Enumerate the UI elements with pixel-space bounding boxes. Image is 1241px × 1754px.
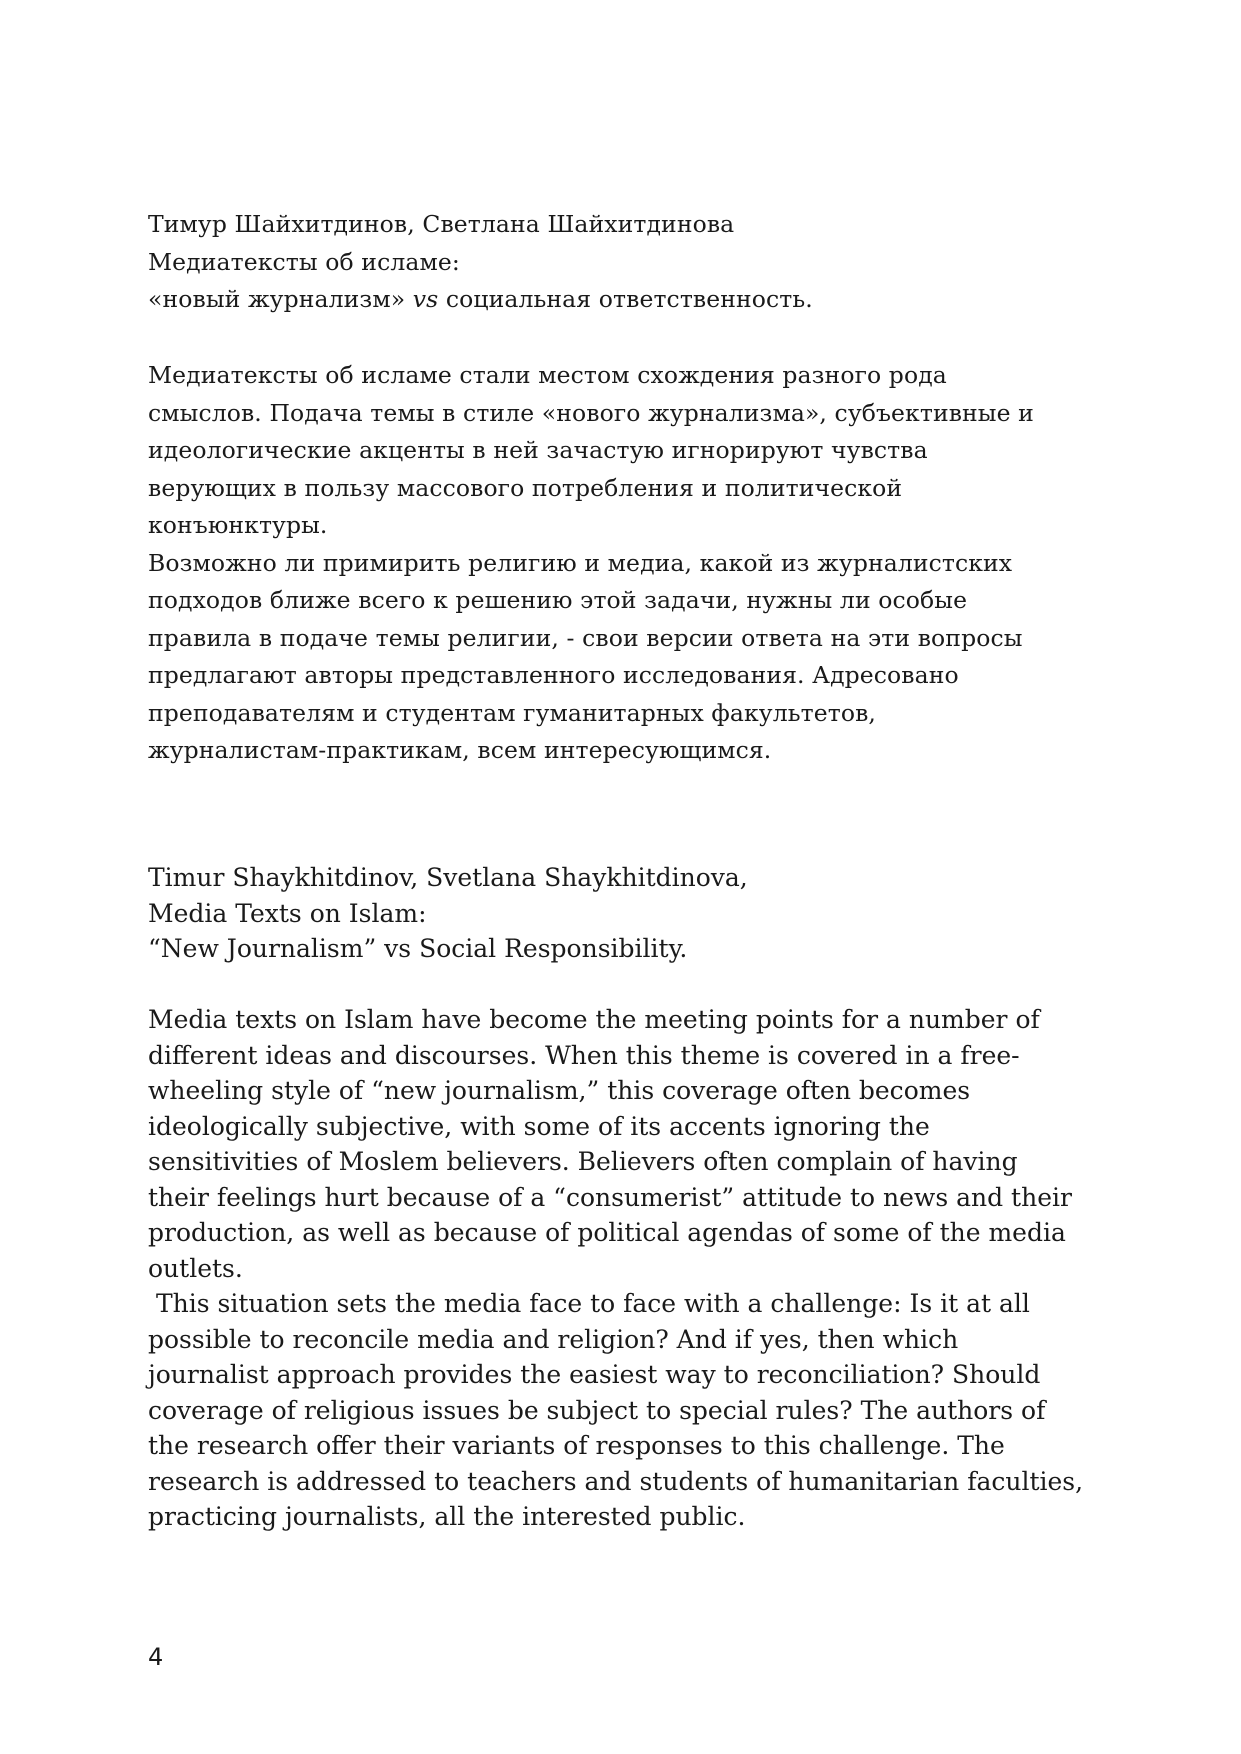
russian-abstract-line: журналистам-практикам, всем интересующимся. bbox=[148, 736, 772, 764]
english-abstract-line: production, as well as because of political agendas of some of the media bbox=[148, 1218, 1066, 1247]
english-abstract-line: different ideas and discourses. When this theme is covered in a free- bbox=[148, 1040, 1020, 1070]
russian-authors: Тимур Шайхитдинов, Светлана Шайхитдинова bbox=[148, 210, 735, 238]
english-abstract-line: coverage of religious issues be subject to special rules? The authors of bbox=[148, 1395, 1046, 1425]
english-abstract-line: their feelings hurt because of a “consumerist” attitude to news and their bbox=[148, 1182, 1072, 1212]
page-number: 4 bbox=[148, 1643, 164, 1671]
english-abstract-line: ideologically subjective, with some of its accents ignoring the bbox=[148, 1111, 930, 1141]
english-abstract-line: Media texts on Islam have become the meeting points for a number of bbox=[148, 1005, 1040, 1034]
russian-abstract-line: верующих в пользу массового потребления и политической bbox=[148, 473, 903, 502]
english-abstract-line: journalist approach provides the easiest way to reconciliation? Should bbox=[148, 1360, 1041, 1389]
russian-title-part-b: социальная ответственность. bbox=[438, 285, 813, 313]
english-abstract bbox=[148, 1002, 1108, 1535]
russian-abstract-line: Медиатексты об исламе стали местом схождения разного рода bbox=[148, 361, 947, 389]
russian-title-line2 bbox=[148, 281, 1108, 319]
russian-title-vs: vs bbox=[412, 285, 439, 313]
russian-abstract-line: конъюнктуры. bbox=[148, 511, 328, 539]
english-abstract-line: sensitivities of Moslem believers. Believers often complain of having bbox=[148, 1147, 1018, 1176]
russian-abstract-line: правила в подаче темы религии, - свои версии ответа на эти вопросы bbox=[148, 623, 1023, 652]
russian-header bbox=[148, 206, 1108, 319]
russian-abstract bbox=[148, 357, 1108, 770]
english-abstract-line: wheeling style of “new journalism,” this coverage often becomes bbox=[148, 1076, 971, 1105]
english-abstract-line: This situation sets the media face to face with a challenge: Is it at all bbox=[148, 1289, 1030, 1318]
russian-abstract-line: предлагают авторы представленного исследования. Адресовано bbox=[148, 661, 959, 689]
russian-abstract-line: преподавателям и студентам гуманитарных факультетов, bbox=[148, 698, 876, 727]
english-abstract-line: practicing journalists, all the interested public. bbox=[148, 1502, 746, 1531]
english-abstract-line: possible to reconcile media and religion? And if yes, then which bbox=[148, 1324, 959, 1354]
russian-abstract-line: смыслов. Подача темы в стиле «нового журнализма», субъективные и bbox=[148, 398, 1034, 427]
russian-abstract-line: подходов ближе всего к решению этой задачи, нужны ли особые bbox=[148, 586, 968, 614]
russian-abstract-line: Возможно ли примирить религию и медиа, какой из журналистских bbox=[148, 548, 1013, 577]
russian-title-line1: Медиатексты об исламе: bbox=[148, 247, 460, 276]
english-title-line2: “New Journalism” vs Social Responsibility. bbox=[148, 934, 688, 963]
english-abstract-line: research is addressed to teachers and students of humanitarian faculties, bbox=[148, 1466, 1084, 1496]
english-title-line1: Media Texts on Islam: bbox=[148, 898, 427, 928]
english-header bbox=[148, 860, 1108, 967]
russian-abstract-line: идеологические акценты в ней зачастую игнорируют чувства bbox=[148, 436, 928, 464]
english-authors: Timur Shaykhitdinov, Svetlana Shaykhitdinova, bbox=[148, 863, 748, 892]
english-abstract-line: outlets. bbox=[148, 1253, 243, 1283]
russian-title-part-a: «новый журнализм» bbox=[148, 285, 413, 313]
english-abstract-line: the research offer their variants of responses to this challenge. The bbox=[148, 1431, 1005, 1460]
